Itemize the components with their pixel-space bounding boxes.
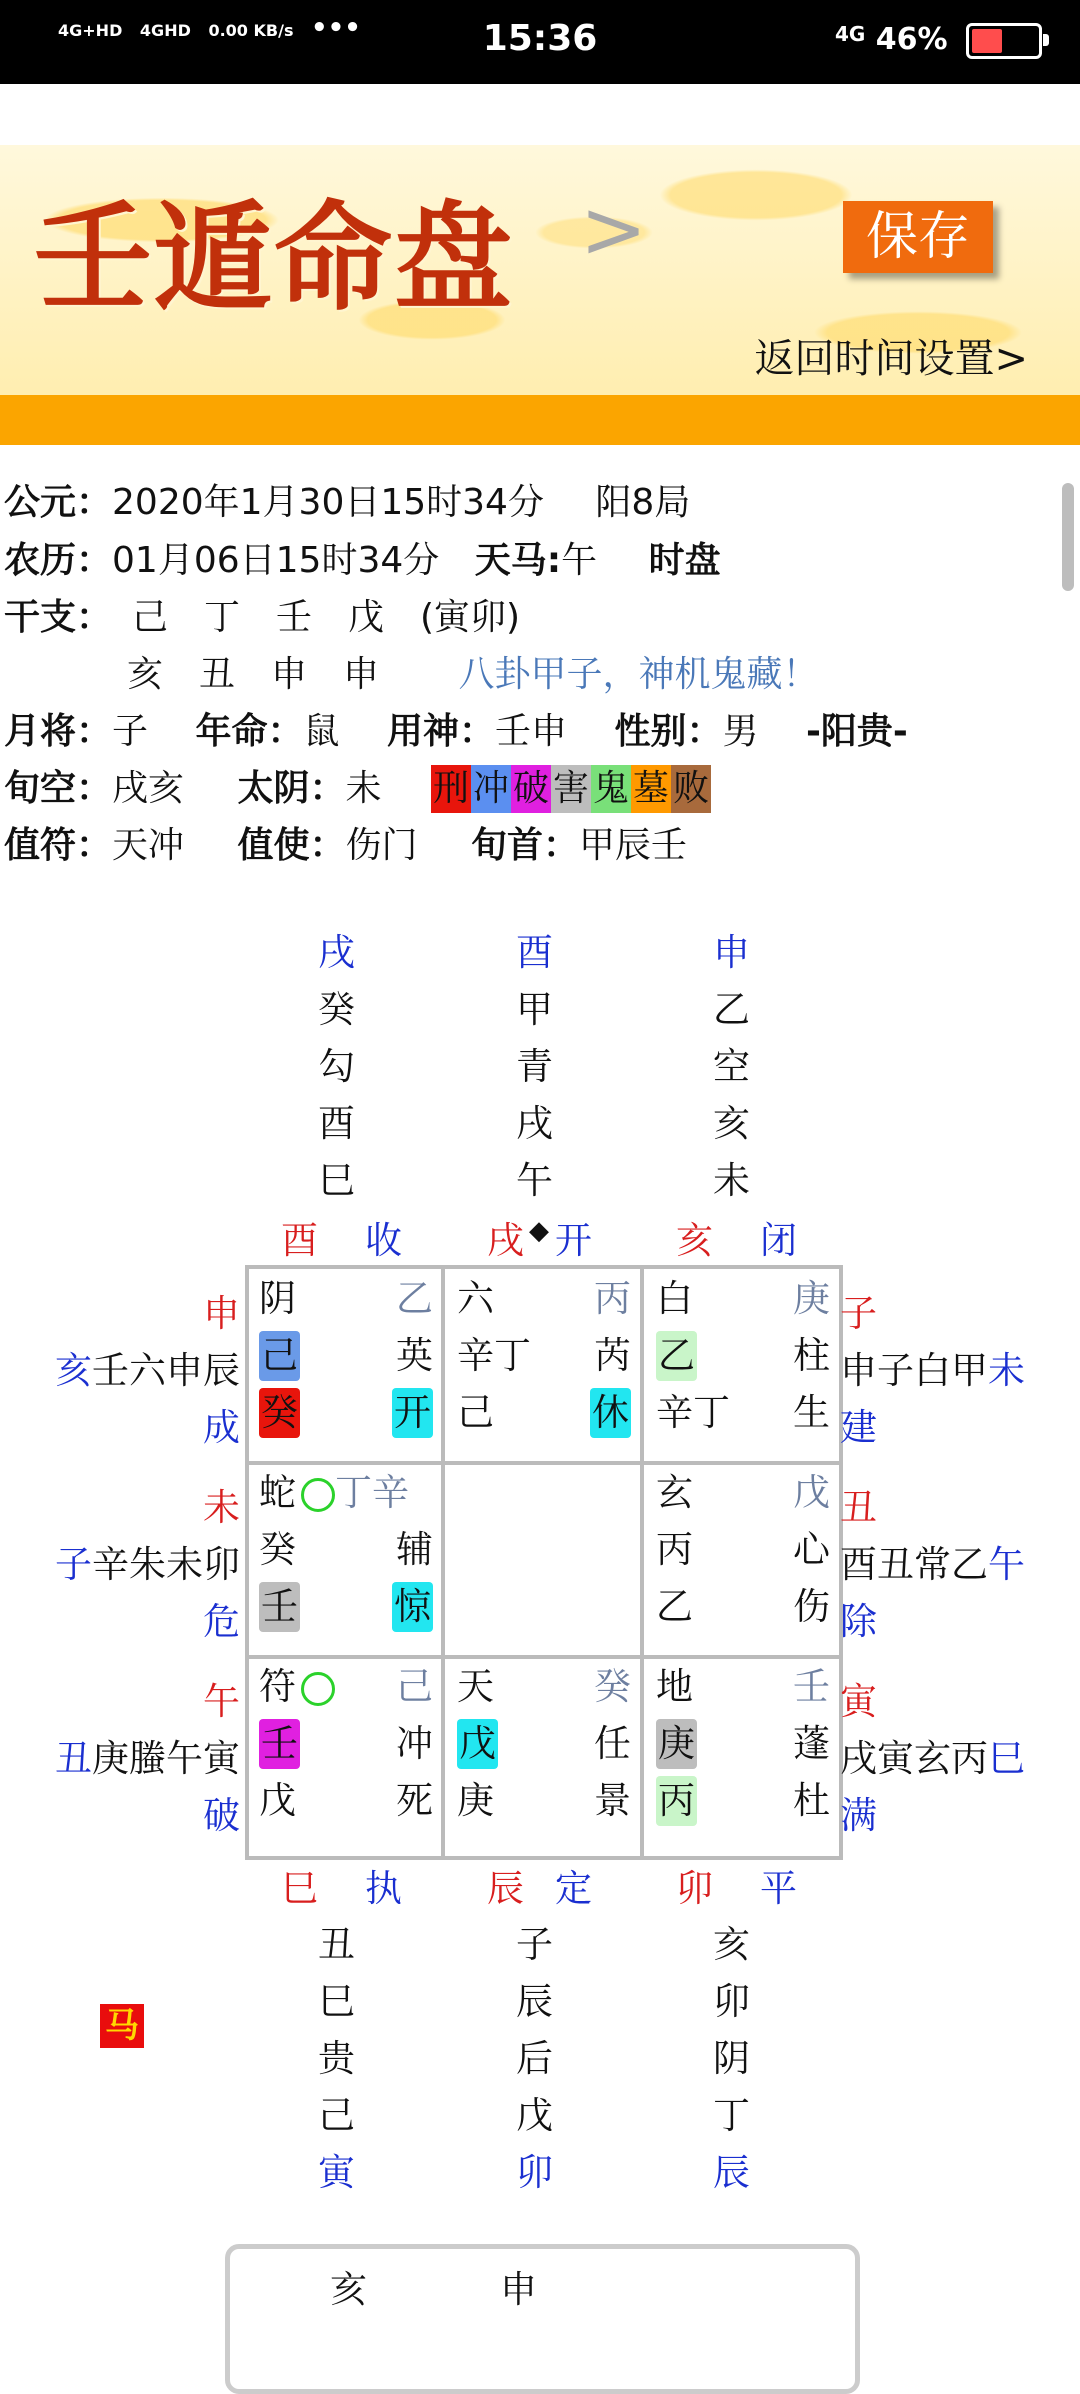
left-side-mid-b: 庚螣午寅	[92, 1737, 240, 1780]
nongli-row	[4, 537, 721, 585]
relation-tag: 害	[551, 765, 591, 813]
label-duty: 开	[555, 1219, 592, 1262]
diamond-icon: ◆	[529, 1216, 549, 1246]
left-side-mid	[55, 1340, 240, 1394]
ganzhi-stems: 己 丁 壬 戊 (寅卯)	[132, 597, 521, 638]
ju-value: 阳8局	[595, 482, 691, 523]
label-duty: 执	[365, 1867, 402, 1910]
more-dots-icon: •••	[311, 13, 361, 43]
battery-icon	[966, 23, 1042, 59]
label-branch: 戌	[487, 1219, 524, 1262]
left-side-top: 午	[203, 1680, 240, 1723]
cell-star: 英	[396, 1334, 433, 1377]
cell-stem: 戊	[457, 1719, 498, 1769]
cell-stem: 壬	[259, 1582, 300, 1632]
yongshen-value: 壬申	[494, 711, 567, 752]
cell-star: 戊	[793, 1471, 830, 1514]
cell-star: 景	[594, 1779, 631, 1822]
palace-cell	[253, 1658, 441, 1844]
right-side-mid-b: 未	[988, 1349, 1025, 1392]
bottom-panel-cell: 申	[500, 2268, 537, 2311]
cell-stem: 地	[656, 1665, 693, 1708]
xingbie-value: 男	[722, 711, 759, 752]
xunkong-label: 旬空：	[4, 768, 113, 809]
top-column-cell: 申	[713, 931, 750, 974]
motto-text: 八卦甲子，神机鬼藏！	[458, 654, 819, 695]
cell-stem: 六	[457, 1277, 494, 1320]
cell-stem: 己	[259, 1331, 300, 1381]
relation-tag: 冲	[471, 765, 511, 813]
label-duty: 收	[365, 1219, 402, 1262]
scrollbar[interactable]	[1062, 483, 1074, 591]
right-side-mid-a: 酉丑常乙	[840, 1543, 988, 1586]
speed-unit: KB/s	[253, 21, 294, 40]
cell-star: 庚	[793, 1277, 830, 1320]
bottom-column-cell: 丁	[713, 2094, 750, 2137]
ganzhi-row2	[127, 651, 818, 699]
nianming-label: 年命：	[195, 711, 304, 752]
cell-star: 心	[793, 1528, 830, 1571]
right-side-bot: 满	[840, 1794, 877, 1837]
cell-stem: 乙	[656, 1331, 697, 1381]
top-column-cell: 空	[713, 1045, 750, 1088]
nongli-value: 01月06日15时34分	[112, 540, 440, 581]
green-circle-icon	[301, 1672, 335, 1706]
label-duty: 定	[555, 1867, 592, 1910]
cell-stem: 辛丁	[457, 1334, 531, 1377]
right-side-mid	[840, 1728, 1025, 1782]
left-side-mid	[55, 1728, 240, 1782]
right-side-mid-b: 巳	[988, 1737, 1025, 1780]
relation-tag: 墓	[631, 765, 671, 813]
bottom-column-cell: 寅	[318, 2151, 355, 2194]
cell-stem: 丙	[656, 1528, 693, 1571]
bottom-column-cell: 己	[318, 2094, 355, 2137]
right-side-mid	[840, 1340, 1025, 1394]
left-side-mid	[55, 1534, 240, 1588]
shipan-label: 时盘	[648, 540, 721, 581]
xunshou-label: 旬首：	[470, 825, 579, 866]
top-column-cell: 酉	[516, 931, 553, 974]
left-side-bot: 危	[203, 1600, 240, 1643]
bottom-column-cell: 亥	[713, 1923, 750, 1966]
battery-percent: 46%	[875, 22, 948, 57]
right-side-bot: 建	[840, 1406, 877, 1449]
cell-star: 癸	[594, 1665, 631, 1708]
top-column-cell: 亥	[713, 1102, 750, 1145]
cell-star: 己	[396, 1665, 433, 1708]
top-column-cell: 癸	[318, 988, 355, 1031]
bottom-column-cell: 后	[516, 2037, 553, 2080]
cell-stem: 乙	[656, 1585, 693, 1628]
cell-extra: 丁辛	[335, 1471, 409, 1514]
yuejiang-row	[4, 708, 908, 756]
cell-stem: 天	[457, 1665, 494, 1708]
bottom-column-cell: 丑	[318, 1923, 355, 1966]
left-side-mid-a: 丑	[55, 1737, 92, 1780]
palace-cell	[650, 1464, 838, 1650]
xunkong-value: 戌亥	[112, 768, 185, 809]
cell-star: 惊	[392, 1582, 433, 1632]
top-column-cell: 酉	[318, 1102, 355, 1145]
cell-star: 任	[594, 1722, 631, 1765]
bottom-panel	[225, 2244, 860, 2394]
zhishi-value: 伤门	[345, 825, 418, 866]
palace-cell	[253, 1270, 441, 1456]
bottom-column-cell: 卯	[516, 2151, 553, 2194]
signal-2-label: 4GHD	[139, 21, 191, 40]
palace-cell	[253, 1464, 441, 1650]
relation-tag: 刑	[431, 765, 471, 813]
clock: 15:36	[482, 18, 598, 59]
cell-stem: 辛丁	[656, 1391, 730, 1434]
yuejiang-label: 月将：	[4, 711, 113, 752]
cell-stem: 蛇	[259, 1471, 296, 1514]
top-column-cell: 勾	[318, 1045, 355, 1088]
top-column-cell: 戌	[516, 1102, 553, 1145]
left-side-mid-b: 辛朱未卯	[92, 1543, 240, 1586]
cell-stem: 阴	[259, 1277, 296, 1320]
signal-1-label: 4G+HD	[58, 21, 123, 40]
chevron-right-icon[interactable]: >	[580, 183, 648, 276]
cell-stem: 庚	[656, 1719, 697, 1769]
tianma-label: 天马:	[474, 540, 562, 581]
right-side-top: 寅	[840, 1680, 877, 1723]
right-side-mid	[840, 1534, 1025, 1588]
relation-tag: 鬼	[591, 765, 631, 813]
gongyuan-label: 公元：	[4, 482, 113, 523]
palace-cell	[650, 1270, 838, 1456]
label-branch: 巳	[281, 1867, 318, 1910]
relation-tag: 败	[671, 765, 711, 813]
xingbie-label: 性别：	[614, 711, 723, 752]
right-side-mid-b: 午	[988, 1543, 1025, 1586]
left-side-mid-a: 子	[55, 1543, 92, 1586]
right-side-top: 丑	[840, 1486, 877, 1529]
network-type-label: 4G	[834, 22, 866, 46]
speed-value: 0.00	[208, 21, 248, 40]
top-column-cell: 青	[516, 1045, 553, 1088]
status-bar	[0, 0, 1080, 84]
ma-badge: 马	[100, 2004, 144, 2048]
label-branch: 酉	[281, 1219, 318, 1262]
xunkong-row	[4, 765, 711, 813]
cell-star: 死	[396, 1779, 433, 1822]
label-branch: 辰	[487, 1867, 524, 1910]
green-circle-icon	[301, 1478, 335, 1512]
right-side-mid-a: 申子白甲	[840, 1349, 988, 1392]
top-column-cell: 未	[713, 1159, 750, 1202]
zhifu-row	[4, 822, 687, 870]
top-column-cell: 巳	[318, 1159, 355, 1202]
left-side-top: 申	[203, 1292, 240, 1335]
bottom-column-cell: 卯	[713, 1980, 750, 2023]
palace-cell	[451, 1658, 639, 1844]
save-button[interactable]: 保存	[843, 201, 993, 273]
cell-star: 伤	[793, 1585, 830, 1628]
yuejiang-value: 子	[112, 711, 149, 752]
header-banner	[0, 145, 1080, 395]
cell-star: 乙	[396, 1277, 433, 1320]
cell-stem: 癸	[259, 1388, 300, 1438]
top-column-cell: 甲	[516, 988, 553, 1031]
cell-stem: 己	[457, 1391, 494, 1434]
zhifu-value: 天冲	[112, 825, 185, 866]
ganzhi-row	[4, 594, 520, 642]
bottom-panel-cell: 亥	[330, 2268, 367, 2311]
top-column-cell: 午	[516, 1159, 553, 1202]
gongyuan-row	[4, 479, 690, 527]
cell-star: 柱	[793, 1334, 830, 1377]
left-side-mid-b: 壬六申辰	[92, 1349, 240, 1392]
bottom-column-cell: 辰	[713, 2151, 750, 2194]
cell-star: 辅	[396, 1528, 433, 1571]
bottom-column-cell: 阴	[713, 2037, 750, 2080]
yongshen-label: 用神：	[386, 711, 495, 752]
zhishi-label: 值使：	[237, 825, 346, 866]
cell-stem: 符	[259, 1665, 296, 1708]
cell-stem: 丙	[656, 1776, 697, 1826]
cell-star: 开	[392, 1388, 433, 1438]
cell-star: 蓬	[793, 1722, 830, 1765]
relation-tag: 破	[511, 765, 551, 813]
bottom-column-cell: 贵	[318, 2037, 355, 2080]
zhifu-label: 值符：	[4, 825, 113, 866]
left-side-bot: 成	[203, 1406, 240, 1449]
cell-star: 冲	[396, 1722, 433, 1765]
ganzhi-branches: 亥 丑 申 申	[127, 654, 380, 695]
bottom-column-cell: 辰	[516, 1980, 553, 2023]
top-column-cell: 戌	[318, 931, 355, 974]
palace-cell	[451, 1270, 639, 1456]
taiyin-value: 未	[345, 768, 382, 809]
cell-star: 杜	[793, 1779, 830, 1822]
app-title: 壬遁命盘	[34, 189, 515, 327]
cell-star: 芮	[594, 1334, 631, 1377]
left-side-mid-a: 亥	[55, 1349, 92, 1392]
bottom-column-cell: 戊	[516, 2094, 553, 2137]
left-side-top: 未	[203, 1486, 240, 1529]
ganzhi-label: 干支：	[4, 597, 113, 638]
right-side-bot: 除	[840, 1600, 877, 1643]
relation-tags	[431, 768, 711, 809]
cell-stem: 白	[656, 1277, 693, 1320]
xunshou-value: 甲辰壬	[578, 825, 687, 866]
palace-cell	[650, 1658, 838, 1844]
label-duty: 闭	[760, 1219, 797, 1262]
top-column-cell: 乙	[713, 988, 750, 1031]
taiyin-label: 太阴：	[237, 768, 346, 809]
bottom-column-cell: 巳	[318, 1980, 355, 2023]
nianming-value: 鼠	[303, 711, 340, 752]
divider-strip	[0, 395, 1080, 445]
cell-stem: 戊	[259, 1779, 296, 1822]
label-duty: 平	[760, 1867, 797, 1910]
yanggui-label: -阳贵-	[805, 711, 908, 752]
bottom-column-cell: 子	[516, 1923, 553, 1966]
label-branch: 卯	[676, 1867, 713, 1910]
tianma-value: 午	[561, 540, 598, 581]
cell-stem: 壬	[259, 1719, 300, 1769]
cell-star: 丙	[594, 1277, 631, 1320]
right-side-mid-a: 戌寅玄丙	[840, 1737, 988, 1780]
label-branch: 亥	[676, 1219, 713, 1262]
left-side-bot: 破	[203, 1794, 240, 1837]
right-side-top: 子	[840, 1292, 877, 1335]
cell-stem: 癸	[259, 1528, 296, 1571]
cell-star: 休	[590, 1388, 631, 1438]
back-to-time-settings-link[interactable]: 返回时间设置>	[754, 336, 1028, 382]
nongli-label: 农历：	[4, 540, 113, 581]
cell-stem: 庚	[457, 1779, 494, 1822]
cell-star: 壬	[793, 1665, 830, 1708]
gongyuan-value: 2020年1月30日15时34分	[112, 482, 544, 523]
cell-stem: 玄	[656, 1471, 693, 1514]
cell-star: 生	[793, 1391, 830, 1434]
